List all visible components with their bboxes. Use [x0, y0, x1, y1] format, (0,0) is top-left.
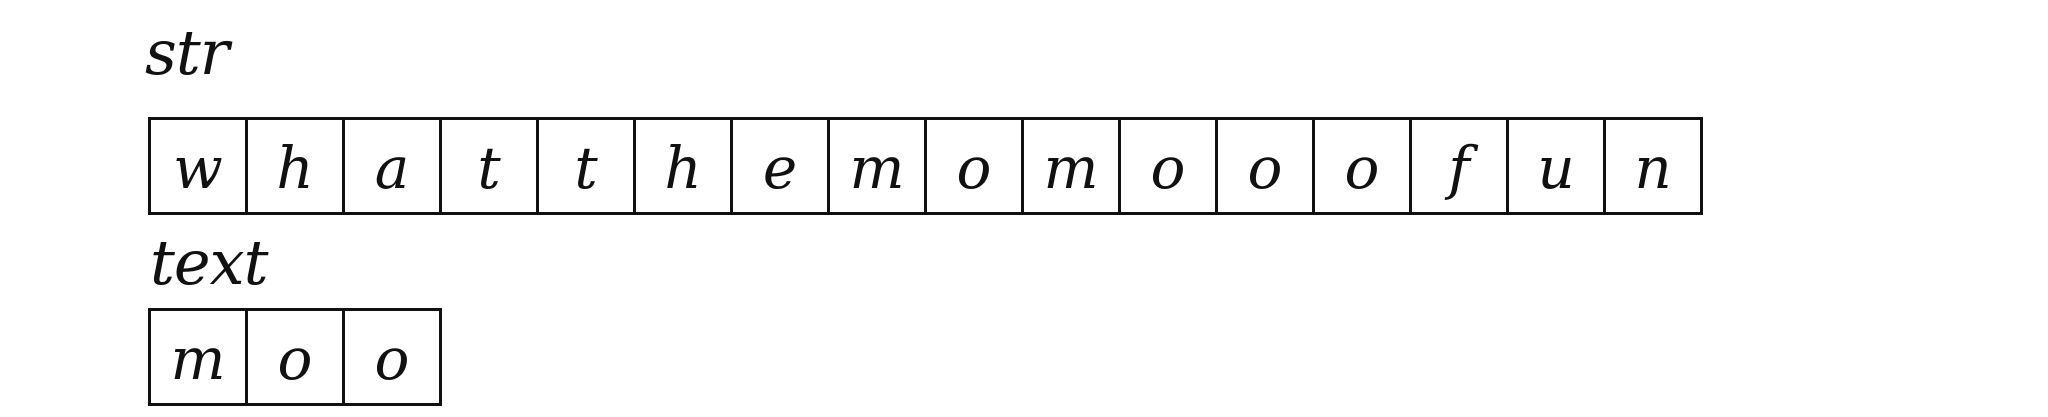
str-cell: [730, 117, 830, 215]
str-cell: [1506, 117, 1606, 215]
str-cell: [148, 117, 248, 215]
str-cell: [827, 117, 927, 215]
str-char: o: [1344, 134, 1380, 202]
str-char: n: [1634, 134, 1672, 202]
str-char: h: [276, 134, 314, 202]
text-cell: [148, 308, 248, 406]
str-cell: [1603, 117, 1703, 215]
text-label: text: [150, 226, 268, 299]
str-char: w: [173, 134, 223, 202]
str-cell: [1021, 117, 1121, 215]
str-char: e: [762, 134, 798, 202]
str-char: o: [1150, 134, 1186, 202]
text-char: m: [170, 325, 226, 393]
text-char: o: [374, 325, 410, 393]
str-char: o: [956, 134, 992, 202]
str-cell: [1118, 117, 1218, 215]
str-cell: [439, 117, 539, 215]
str-char: o: [1247, 134, 1283, 202]
str-cell: [633, 117, 733, 215]
text-char: o: [277, 325, 313, 393]
str-cell: [342, 117, 442, 215]
str-char: u: [1537, 134, 1575, 202]
str-cell: [245, 117, 345, 215]
str-cell: [1409, 117, 1509, 215]
str-char: h: [664, 134, 702, 202]
str-array: [148, 117, 1703, 213]
str-char: t: [574, 134, 598, 202]
text-array: [148, 308, 442, 404]
str-char: m: [849, 134, 905, 202]
str-char: f: [1448, 134, 1470, 202]
str-char: a: [374, 134, 410, 202]
str-cell: [924, 117, 1024, 215]
str-char: m: [1043, 134, 1099, 202]
str-cell: [536, 117, 636, 215]
str-cell: [1215, 117, 1315, 215]
str-label: str: [145, 16, 229, 89]
str-cell: [1312, 117, 1412, 215]
str-char: t: [477, 134, 501, 202]
text-cell: [342, 308, 442, 406]
text-cell: [245, 308, 345, 406]
